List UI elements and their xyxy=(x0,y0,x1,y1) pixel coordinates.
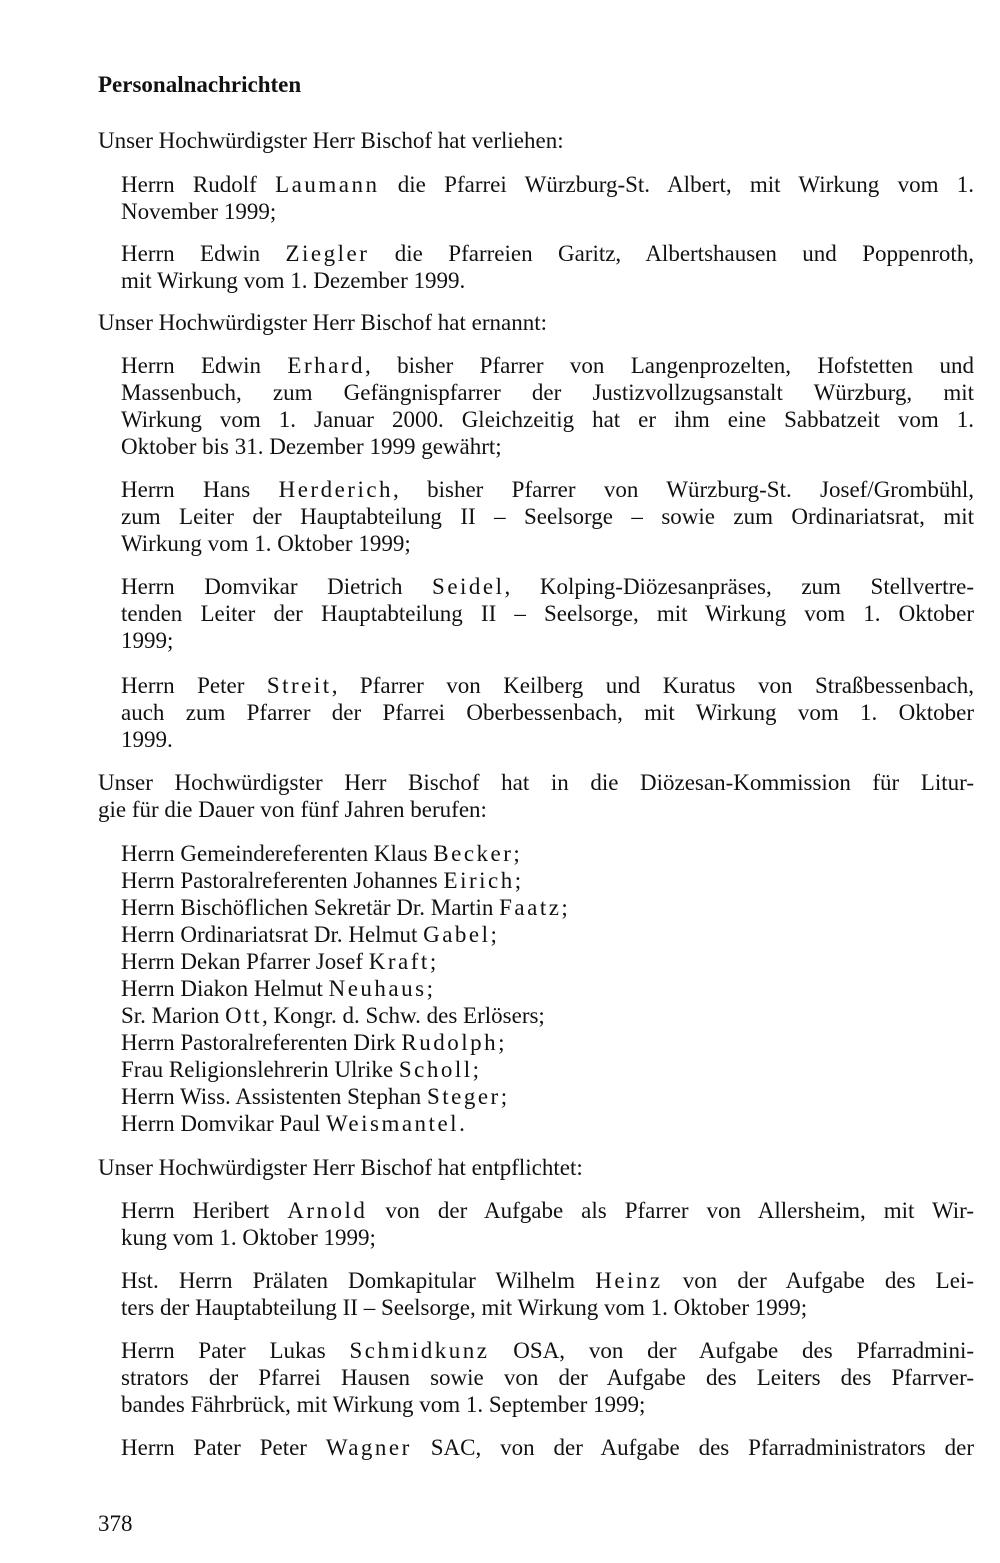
text: die Pfarreien Garitz, Albertshausen und Poppenroth, xyxy=(369,241,974,266)
entry-line: tenden Leiter der Hauptabteilung II – Seelsorge, mit Wirkung vom 1. Oktober xyxy=(121,601,974,626)
section-heading: Personalnachrichten xyxy=(98,72,302,97)
intro-line: gie für die Dauer von fünf Jahren berufen: xyxy=(98,797,487,822)
entry-line: zum Leiter der Hauptabteilung II – Seelsorge – sowie zum Ordinariatsrat, mit xyxy=(121,504,974,529)
list-item xyxy=(121,948,436,975)
text: Herrn Domvikar Paul xyxy=(121,1111,327,1136)
text: , Kongr. d. Schw. des Erlösers; xyxy=(262,1003,545,1028)
person-name: Arnold xyxy=(287,1198,368,1223)
entry-line: 1999. xyxy=(121,727,173,752)
entry-line xyxy=(121,1197,974,1224)
text: ; xyxy=(513,841,520,866)
person-name: Weismantel xyxy=(326,1111,460,1136)
list-item xyxy=(121,867,521,894)
entry-line: Wirkung vom 1. Januar 2000. Gleichzeitig hat er ihm eine Sabbatzeit vom 1. xyxy=(121,407,974,432)
text: ; xyxy=(490,922,497,947)
person-name: Schmidkunz xyxy=(349,1338,490,1363)
text: Herrn Pastoralreferenten Dirk xyxy=(121,1030,402,1055)
text: Herrn Edwin xyxy=(121,241,286,266)
text: ; xyxy=(472,1057,480,1082)
entry-line: Oktober bis 31. Dezember 1999 gewährt; xyxy=(121,434,502,459)
person-name: Streit xyxy=(266,673,332,698)
intro-entpflichtet: Unser Hochwürdigster Herr Bischof hat entpflichtet: xyxy=(98,1155,583,1180)
text: ; xyxy=(561,895,568,920)
list-item xyxy=(121,894,568,921)
entry-line xyxy=(121,1337,974,1364)
page-number: 378 xyxy=(98,1511,133,1536)
text: . xyxy=(459,1111,465,1136)
person-name: Heinz xyxy=(595,1268,663,1293)
entry-line xyxy=(121,1434,974,1461)
text: Herrn Rudolf xyxy=(121,172,276,197)
text: , Pfarrer von Keilberg und Kuratus von Straßbessenbach, xyxy=(331,673,974,698)
intro-ernannt: Unser Hochwürdigster Herr Bischof hat ernannt: xyxy=(98,310,548,335)
text: Herrn Hans xyxy=(121,477,279,502)
list-item xyxy=(121,1029,504,1056)
entry-line xyxy=(121,352,974,379)
entry-line: mit Wirkung vom 1. Dezember 1999. xyxy=(121,268,466,293)
text: von der Aufgabe als Pfarrer von Allersheim, mit Wir- xyxy=(367,1198,974,1223)
entry-line: kung vom 1. Oktober 1999; xyxy=(121,1225,376,1250)
person-name: Laumann xyxy=(275,172,380,197)
person-name: Scholl xyxy=(398,1057,473,1082)
text: Herrn Gemeindereferenten Klaus xyxy=(121,841,434,866)
text: , Kolping-Diözesanpräses, zum Stellvertre- xyxy=(504,574,974,599)
person-name: Eirich xyxy=(443,868,515,893)
text: ; xyxy=(514,868,522,893)
text: Herrn Heribert xyxy=(121,1198,288,1223)
text: SAC, von der Aufgabe des Pfarradministrators der xyxy=(411,1435,974,1460)
person-name: Steger xyxy=(426,1084,501,1109)
entry-line xyxy=(121,171,974,198)
text: , bisher Pfarrer von Langenprozelten, Hofstetten und xyxy=(364,353,974,378)
person-name: Ott xyxy=(225,1003,263,1028)
person-name: Erhard xyxy=(287,353,365,378)
text: Herrn Domvikar Dietrich xyxy=(121,574,433,599)
person-name: Ziegler xyxy=(285,241,370,266)
text: Herrn Dekan Pfarrer Josef xyxy=(121,949,369,974)
text: Sr. Marion xyxy=(121,1003,226,1028)
entry-line: November 1999; xyxy=(121,199,277,224)
person-name: Herderich xyxy=(278,477,394,502)
list-item xyxy=(121,1083,507,1110)
text: Herrn Edwin xyxy=(121,353,288,378)
entry-line: auch zum Pfarrer der Pfarrei Oberbessenbach, mit Wirkung vom 1. Oktober xyxy=(121,700,974,725)
text: ; xyxy=(426,976,433,1001)
text: Herrn Bischöflichen Sekretär Dr. Martin xyxy=(121,895,500,920)
list-item xyxy=(121,1056,479,1083)
entry-line: bandes Fährbrück, mit Wirkung vom 1. September 1999; xyxy=(121,1392,646,1417)
entry-line: strators der Pfarrei Hausen sowie von der Aufgabe des Leiters des Pfarrver- xyxy=(121,1365,974,1390)
text: Herrn Diakon Helmut xyxy=(121,976,329,1001)
entry-line: 1999; xyxy=(121,628,174,653)
person-name: Wagner xyxy=(325,1435,412,1460)
text: Hst. Herrn Prälaten Domkapitular Wilhelm xyxy=(121,1268,596,1293)
list-item xyxy=(121,921,497,948)
entry-line: Massenbuch, zum Gefängnispfarrer der Justizvollzugsanstalt Würzburg, mit xyxy=(121,380,974,405)
person-name: Becker xyxy=(433,841,514,866)
entry-line xyxy=(121,1267,974,1294)
list-item xyxy=(121,1002,545,1029)
text: von der Aufgabe des Lei- xyxy=(662,1268,974,1293)
text: Herrn Pater Peter xyxy=(121,1435,326,1460)
person-name: Gabel xyxy=(423,922,491,947)
list-item xyxy=(121,1110,465,1137)
text: ; xyxy=(429,949,437,974)
text: Herrn Pastoralreferenten Johannes xyxy=(121,868,444,893)
text: Frau Religionslehrerin Ulrike xyxy=(121,1057,399,1082)
text: Herrn Wiss. Assistenten Stephan xyxy=(121,1084,427,1109)
person-name: Rudolph xyxy=(401,1030,499,1055)
person-name: Seidel xyxy=(432,574,505,599)
text: ; xyxy=(500,1084,508,1109)
text: OSA, von der Aufgabe des Pfarradmini- xyxy=(489,1338,974,1363)
text: , bisher Pfarrer von Würzburg-St. Josef/Grombühl, xyxy=(393,477,975,502)
text: die Pfarrei Würzburg-St. Albert, mit Wirkung vom 1. xyxy=(379,172,974,197)
entry-line xyxy=(121,573,974,600)
person-name: Kraft xyxy=(368,949,430,974)
entry-line: ters der Hauptabteilung II – Seelsorge, mit Wirkung vom 1. Oktober 1999; xyxy=(121,1295,808,1320)
entry-line xyxy=(121,672,974,699)
intro-verliehen: Unser Hochwürdigster Herr Bischof hat verliehen: xyxy=(98,128,564,153)
text: Herrn Peter xyxy=(121,673,267,698)
intro-line: Unser Hochwürdigster Herr Bischof hat in die Diözesan-Kommission für Litur- xyxy=(98,770,974,795)
person-name: Neuhaus xyxy=(328,976,427,1001)
text: Herrn Pater Lukas xyxy=(121,1338,350,1363)
text: ; xyxy=(498,1030,505,1055)
entry-line xyxy=(121,240,974,267)
person-name: Faatz xyxy=(499,895,562,920)
entry-line: Wirkung vom 1. Oktober 1999; xyxy=(121,531,411,556)
entry-line xyxy=(121,476,974,503)
list-item xyxy=(121,840,520,867)
list-item xyxy=(121,975,433,1002)
text: Herrn Ordinariatsrat Dr. Helmut xyxy=(121,922,424,947)
